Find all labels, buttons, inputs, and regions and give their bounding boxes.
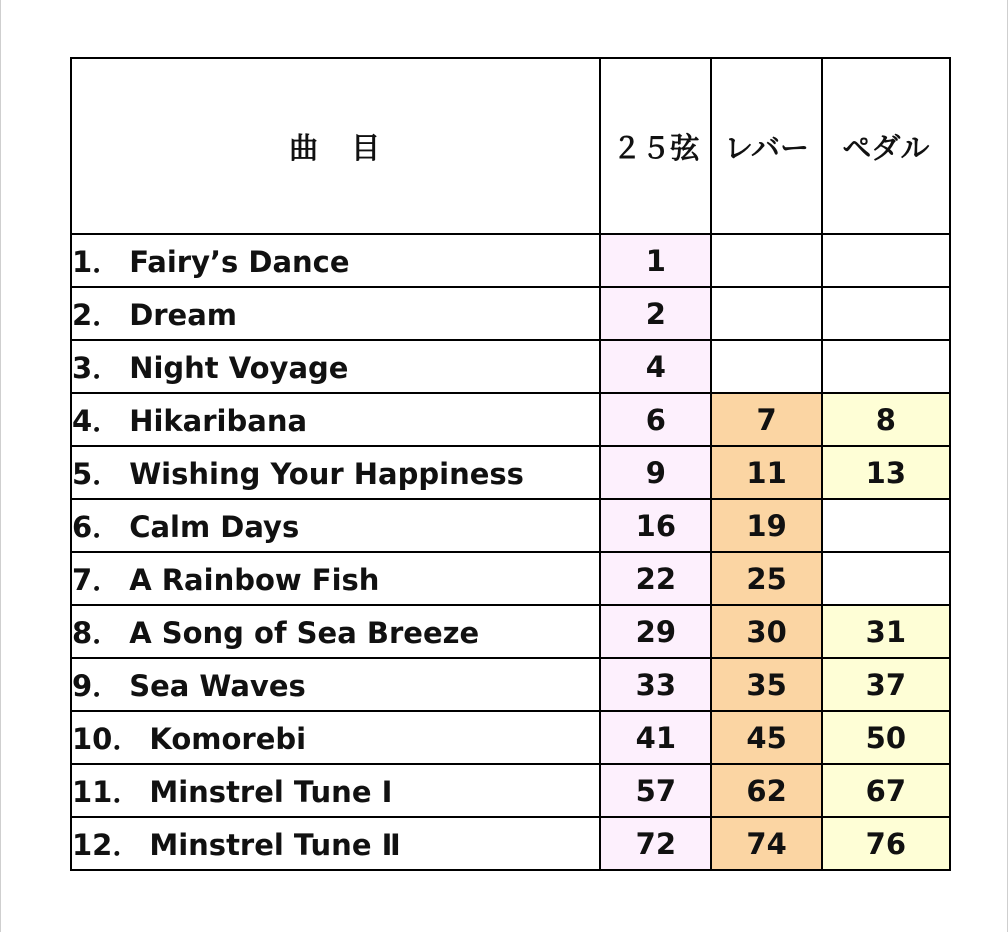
- page-25-string: 9: [600, 446, 711, 499]
- page-pedal: [822, 340, 950, 393]
- song-title-cell: [71, 764, 600, 817]
- song-name: A Rainbow Fish: [129, 563, 380, 597]
- header-pedal: ペダル: [822, 58, 950, 234]
- page-25-string: 33: [600, 658, 711, 711]
- page-pedal: 13: [822, 446, 950, 499]
- header-title: 曲 目: [71, 58, 600, 234]
- table-row: [71, 711, 950, 764]
- page-pedal: 50: [822, 711, 950, 764]
- song-number: 10．: [72, 722, 142, 756]
- song-name: Fairy’s Dance: [129, 245, 350, 279]
- song-title-cell: [71, 817, 600, 870]
- song-title-cell: [71, 711, 600, 764]
- table-row: [71, 393, 950, 446]
- page-pedal: 67: [822, 764, 950, 817]
- song-title-cell: [71, 499, 600, 552]
- table-row: [71, 234, 950, 287]
- song-title-cell: [71, 393, 600, 446]
- song-name: Wishing Your Happiness: [129, 457, 524, 491]
- song-number: 1．: [72, 245, 122, 279]
- page-pedal: 31: [822, 605, 950, 658]
- page-pedal: [822, 234, 950, 287]
- table-row: [71, 340, 950, 393]
- page-lever: [711, 234, 821, 287]
- page-lever: 25: [711, 552, 821, 605]
- song-name: Calm Days: [129, 510, 300, 544]
- table-row: [71, 446, 950, 499]
- page-25-string: 4: [600, 340, 711, 393]
- song-name: Hikaribana: [129, 404, 308, 438]
- table-row: [71, 658, 950, 711]
- song-name: Minstrel Tune Ⅱ: [149, 828, 401, 862]
- table-row: [71, 764, 950, 817]
- song-title-cell: [71, 340, 600, 393]
- song-number: 3．: [72, 351, 122, 385]
- page-lever: 74: [711, 817, 821, 870]
- song-number: 6．: [72, 510, 122, 544]
- table-row: [71, 499, 950, 552]
- page-lever: 19: [711, 499, 821, 552]
- score-index-table: [70, 57, 951, 871]
- page-lever: 62: [711, 764, 821, 817]
- song-number: 2．: [72, 298, 122, 332]
- page-25-string: 57: [600, 764, 711, 817]
- page-25-string: 72: [600, 817, 711, 870]
- song-number: 7．: [72, 563, 122, 597]
- song-name: A Song of Sea Breeze: [129, 616, 480, 650]
- page-lever: [711, 287, 821, 340]
- song-number: 4．: [72, 404, 122, 438]
- table-row: [71, 605, 950, 658]
- song-name: Minstrel Tune Ⅰ: [149, 775, 393, 809]
- page-pedal: 37: [822, 658, 950, 711]
- page-lever: 35: [711, 658, 821, 711]
- table-row: [71, 552, 950, 605]
- song-title-cell: [71, 552, 600, 605]
- song-name: Dream: [129, 298, 238, 332]
- page-lever: 30: [711, 605, 821, 658]
- song-title-cell: [71, 605, 600, 658]
- header-lever: レバー: [711, 58, 821, 234]
- page-lever: [711, 340, 821, 393]
- song-name: Night Voyage: [129, 351, 349, 385]
- page-25-string: 41: [600, 711, 711, 764]
- page-pedal: [822, 287, 950, 340]
- table-header-row: [71, 58, 950, 234]
- page-lever: 7: [711, 393, 821, 446]
- page-25-string: 29: [600, 605, 711, 658]
- song-name: Sea Waves: [129, 669, 306, 703]
- song-number: 12．: [72, 828, 142, 862]
- page-pedal: 8: [822, 393, 950, 446]
- song-name: Komorebi: [149, 722, 307, 756]
- song-number: 8．: [72, 616, 122, 650]
- page-lever: 11: [711, 446, 821, 499]
- song-title-cell: [71, 446, 600, 499]
- song-number: 5．: [72, 457, 122, 491]
- page-25-string: 22: [600, 552, 711, 605]
- page-pedal: 76: [822, 817, 950, 870]
- song-title-cell: [71, 658, 600, 711]
- song-number: 11．: [72, 775, 142, 809]
- table-row: [71, 817, 950, 870]
- page-pedal: [822, 499, 950, 552]
- table-row: [71, 287, 950, 340]
- song-title-cell: [71, 234, 600, 287]
- page-25-string: 1: [600, 234, 711, 287]
- page-25-string: 6: [600, 393, 711, 446]
- page-pedal: [822, 552, 950, 605]
- song-title-cell: [71, 287, 600, 340]
- page-lever: 45: [711, 711, 821, 764]
- page-25-string: 16: [600, 499, 711, 552]
- page-25-string: 2: [600, 287, 711, 340]
- song-number: 9．: [72, 669, 122, 703]
- header-25-string: ２５弦: [600, 58, 711, 234]
